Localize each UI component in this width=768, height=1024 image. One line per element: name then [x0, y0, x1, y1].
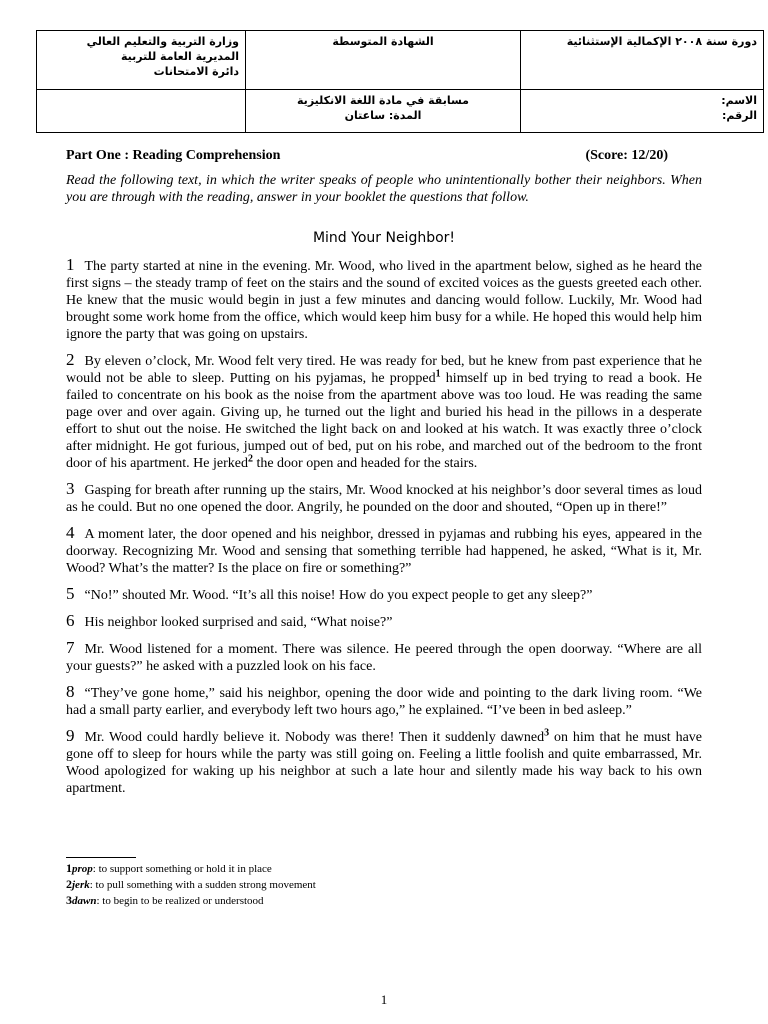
paragraph-number: 4 — [66, 523, 75, 542]
paragraph-text: Mr. Wood listened for a moment. There was silence. He peered through the open doorway. “Where are all your guests?” he asked with a puzzled look on his face. — [66, 642, 702, 674]
paragraph-1 — [66, 256, 702, 343]
footnote-marker: 1 — [435, 368, 441, 380]
paragraph-9 — [66, 727, 702, 797]
number-label: الرقم: — [722, 109, 757, 122]
directorate-line: المديرية العامة للتربية — [120, 50, 239, 63]
paragraph-number: 2 — [66, 350, 75, 369]
footnote-term: dawn — [72, 895, 97, 907]
paragraph-7 — [66, 639, 702, 675]
paragraph-number: 3 — [66, 479, 75, 498]
paragraph-text: himself up in bed trying to read a book. He failed to concentrate on his book as the noise from the apartment above was too loud. He was reading the same page over and over again. Giving up, he turned out the light and buried his head in the pillows in a desperate effort to shut out the noise. He switched the light back on and looked at his watch. It was exactly three o’clock after midnight. He got furious, jumped out of bed, put on his robe, and marched out of the bedroom to the front door of his apartment. He jerked — [66, 371, 702, 471]
footnote-2 — [66, 877, 702, 893]
blank-cell — [37, 90, 246, 133]
session-title: دورة سنة ٢٠٠٨ الإكمالية الإستثنائية — [566, 35, 757, 48]
footnote-number: 1 — [66, 861, 72, 875]
part-score: (Score: 12/20) — [585, 148, 668, 163]
footnote-definition: : to begin to be realized or understood — [96, 895, 264, 907]
paragraph-text: Mr. Wood could hardly believe it. Nobody was there! Then it suddenly dawned — [84, 730, 545, 745]
paragraph-number: 5 — [66, 584, 75, 603]
footnote-number: 3 — [66, 893, 72, 907]
paragraph-text: on him that he must have gone off to sleep for hours while the party was still going on. Feeling a little foolish and quite embarrassed, Mr. Wood apologized for waking up his neighbor at such a late hour and silently made his way back to his own apartment. — [66, 730, 702, 796]
paragraph-number: 7 — [66, 638, 75, 657]
duration-line: المدة: ساعتان — [344, 109, 422, 122]
ministry-cell — [37, 31, 246, 90]
paragraph-text: By eleven o’clock, Mr. Wood felt very tired. He was ready for bed, but he knew from past experience that he would not be able to sleep. Putting on his pyjamas, he propped — [66, 354, 702, 386]
paragraph-text: “No!” shouted Mr. Wood. “It’s all this noise! How do you expect people to get any sleep?” — [84, 588, 593, 603]
paragraph-text: A moment later, the door opened and his neighbor, dressed in pyjamas and rubbing his eyes, appeared in the doorway. Recognizing Mr. Wood and sensing that something terrible had happened, he asked, “What is it, Mr. Wood? What’s the matter? Is the place on fire or something?” — [66, 527, 702, 576]
paragraph-text: the door open and headed for the stairs. — [252, 456, 478, 471]
story-body — [66, 256, 702, 805]
paragraph-text: “They’ve gone home,” said his neighbor, opening the door wide and pointing to the dark living room. “We had a small party earlier, and everybody left two hours ago,” he explained. “I’ve been in bed asleep.” — [66, 686, 702, 718]
paragraph-text: The party started at nine in the evening. Mr. Wood, who lived in the apartment below, sighed as he heard the first signs – the steady tramp of feet on the stairs and the sound of excited voices as the guests greeted each other. He knew that the music would begin in just a few minutes and dancing would follow. Luckily, Mr. Wood had brought some work home from the office, which would keep him busy for a while. He hoped this would help him ignore the party that was going on upstairs. — [66, 259, 702, 342]
subject-cell — [246, 90, 521, 133]
paragraph-text: His neighbor looked surprised and said, “What noise?” — [84, 615, 393, 630]
footnote-marker: 3 — [544, 727, 550, 739]
certificate-cell — [246, 31, 521, 90]
part-title: Part One : Reading Comprehension — [66, 148, 281, 163]
footnote-rule — [66, 857, 136, 858]
footnote-number: 2 — [66, 877, 72, 891]
candidate-cell — [521, 90, 764, 133]
paragraph-number: 1 — [66, 255, 75, 274]
footnote-definition: : to pull something with a sudden strong movement — [89, 879, 316, 891]
paragraph-3 — [66, 480, 702, 516]
paragraph-number: 6 — [66, 611, 75, 630]
certificate-title: الشهادة المتوسطة — [332, 35, 434, 48]
paragraph-2 — [66, 351, 702, 472]
footnote-3 — [66, 893, 702, 909]
footnote-definition: : to support something or hold it in place — [92, 863, 272, 875]
paragraph-5 — [66, 585, 702, 604]
footnote-term: jerk — [72, 879, 90, 891]
footnote-1 — [66, 861, 702, 877]
footnote-marker: 2 — [247, 453, 253, 465]
exams-department-line: دائرة الامتحانات — [153, 65, 239, 78]
paragraph-4 — [66, 524, 702, 577]
page-number: 1 — [380, 992, 388, 1007]
session-cell — [521, 31, 764, 90]
paragraph-number: 9 — [66, 726, 75, 745]
footnotes — [66, 861, 702, 909]
subject-line: مسابقة في مادة اللغة الانكليزية — [297, 94, 469, 107]
part-heading — [66, 148, 702, 164]
paragraph-text: Gasping for breath after running up the stairs, Mr. Wood knocked at his neighbor’s door several times as loud as he could. But no one opened the door. Angrily, he pounded on the door and shouted, “Open up in there!” — [66, 483, 702, 515]
story-title: Mind Your Neighbor! — [312, 230, 456, 246]
name-label: الاسم: — [721, 94, 757, 107]
instructions: Read the following text, in which the writer speaks of people who unintentionally bother their neighbors. When you are through with the reading, answer in your booklet the questions that follow. — [66, 173, 702, 205]
footnote-term: prop — [72, 863, 93, 875]
ministry-line: وزارة التربية والتعليم العالي — [86, 35, 239, 48]
exam-header-table — [36, 30, 764, 133]
paragraph-6 — [66, 612, 702, 631]
paragraph-8 — [66, 683, 702, 719]
paragraph-number: 8 — [66, 682, 75, 701]
